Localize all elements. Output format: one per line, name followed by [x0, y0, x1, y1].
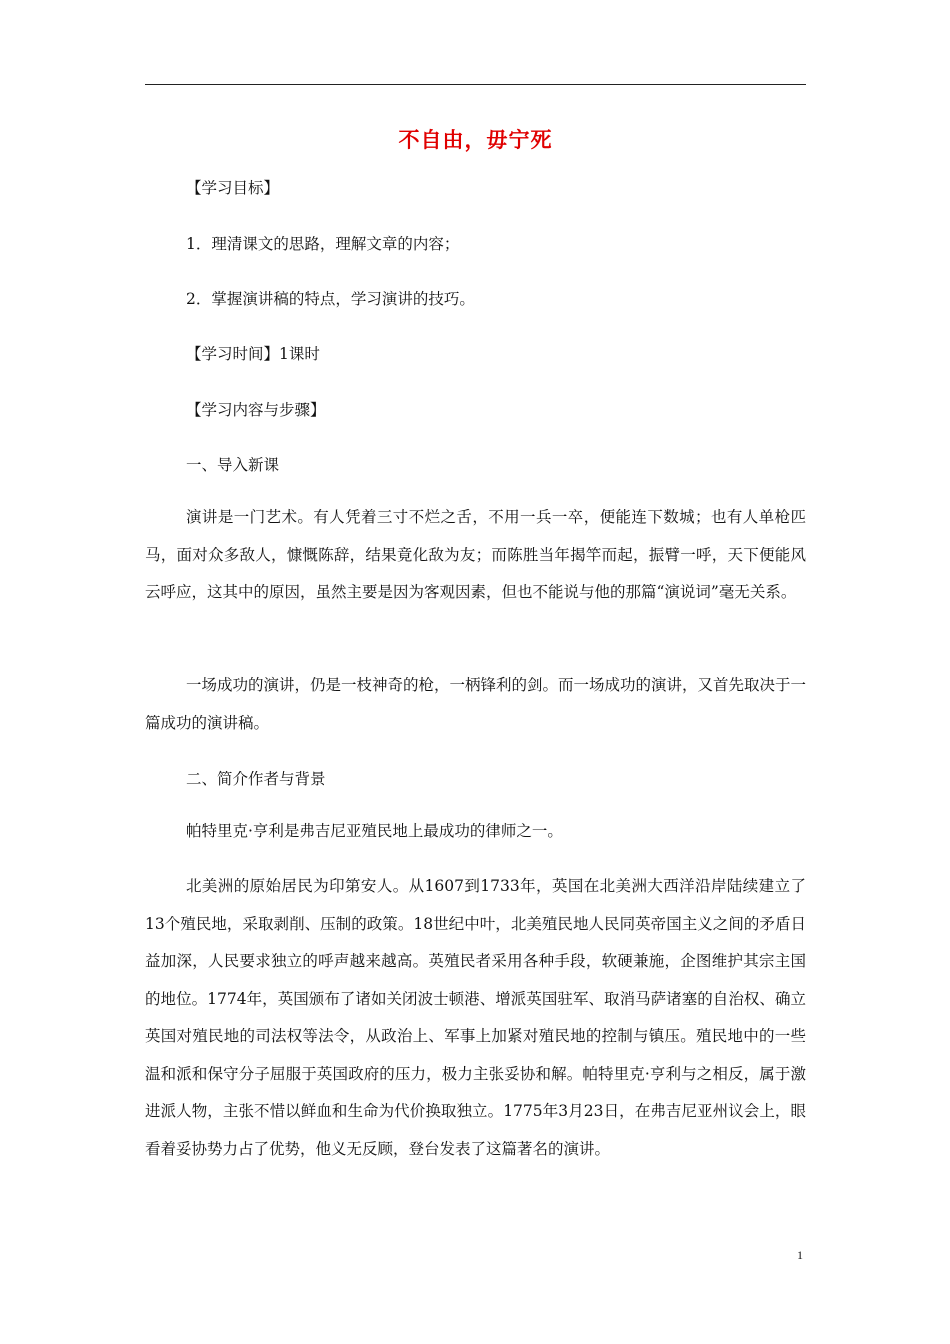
- goal-item-1: 1．理清课文的思路，理解文章的内容；: [186, 235, 460, 253]
- goals-header: 【学习目标】: [186, 179, 280, 197]
- section-heading-1: 一、导入新课: [186, 456, 280, 474]
- steps-header: 【学习内容与步骤】: [186, 401, 326, 419]
- paragraph-author: 帕特里克·亨利是弗吉尼亚殖民地上最成功的律师之一。: [186, 822, 563, 840]
- paragraph-background: 北美洲的原始居民为印第安人。从1607到1733年，英国在北美洲大西洋沿岸陆续建立了13个殖民地，采取剥削、压制的政策。18世纪中叶，北美殖民地人民同英帝国主义之间的矛盾日益加深，人民要求独立的呼声越来越高。英殖民者采用各种手段，软硬兼施，企图维护其宗主国的地位。1774年，英国颁布了诸如关闭波士顿港、增派英国驻军、取消马萨诸塞的自治权、确立英国对殖民地的司法权等法令，从政治上、军事上加紧对殖民地的控制与镇压。殖民地中的一些温和派和保守分子屈服于英国政府的压力，极力主张妥协和解。帕特里克·亨利与之相反，属于激进派人物，主张不惜以鲜血和生命为代价换取独立。1775年3月23日，在弗吉尼亚州议会上，眼看着妥协势力占了优势，他义无反顾，登台发表了这篇著名的演讲。: [145, 877, 806, 1158]
- section-heading-2: 二、简介作者与背景: [186, 770, 326, 788]
- goal-item-2: 2．掌握演讲稿的特点，学习演讲的技巧。: [186, 290, 475, 308]
- study-time: 【学习时间】1课时: [186, 345, 320, 363]
- paragraph-intro: 演讲是一门艺术。有人凭着三寸不烂之舌，不用一兵一卒，便能连下数城；也有人单枪匹马，面对众多敌人，慷慨陈辞，结果竟化敌为友；而陈胜当年揭竿而起，振臂一呼，天下便能风云呼应，这其中的原因，虽然主要是因为客观因素，但也不能说与他的那篇“演说词”毫无关系。: [145, 508, 806, 601]
- document-title: 不自由，毋宁死: [398, 128, 553, 152]
- paragraph-speech: 一场成功的演讲，仍是一枝神奇的枪，一柄锋利的剑。而一场成功的演讲，又首先取决于一篇成功的演讲稿。: [145, 676, 807, 732]
- page-number: 1: [797, 1248, 803, 1262]
- header-rule: [145, 84, 806, 85]
